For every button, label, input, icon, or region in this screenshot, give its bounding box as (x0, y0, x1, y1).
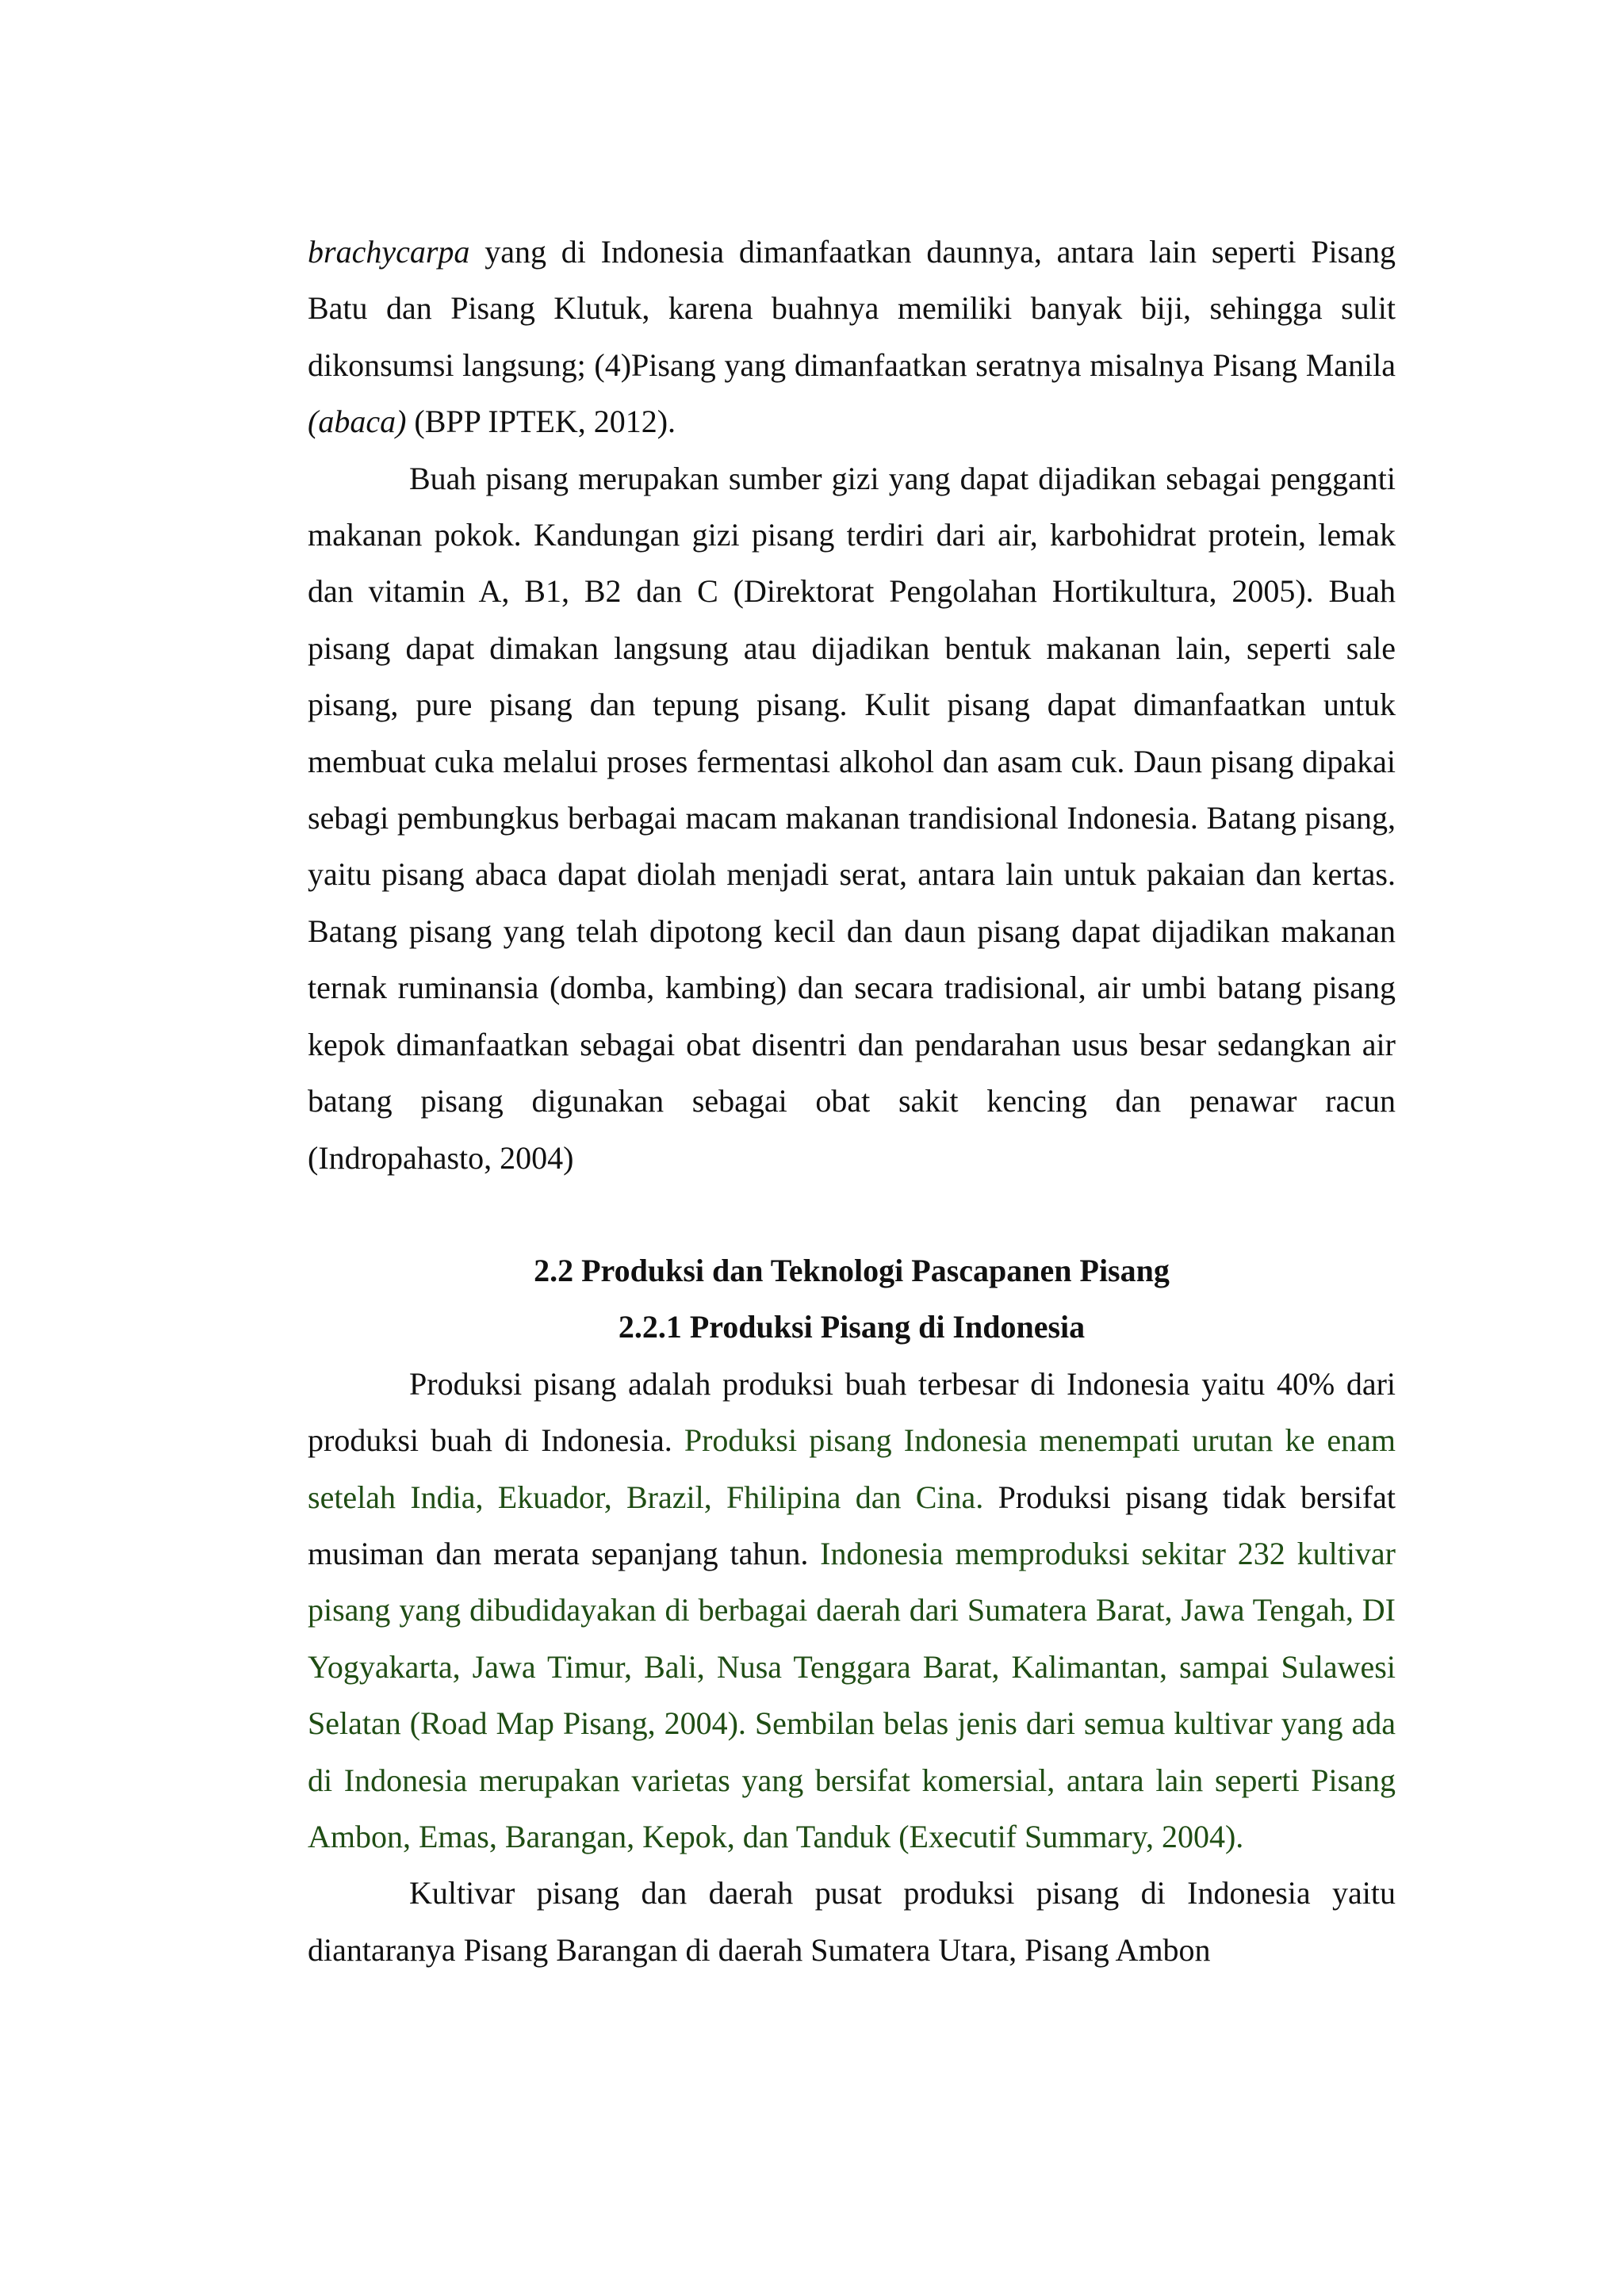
paragraph-text: Produksi pisang adalah produksi buah terbesar di Indonesia yaitu 40% dari produksi buah di Indonesia. (308, 1365, 1396, 1459)
paragraph-produksi-pisang (308, 1356, 1396, 1866)
highlighted-text: Produksi pisang Indonesia menempati urutan ke enam setelah India, Ekuador, Brazil, Fhilipina dan Cina. (308, 1422, 1396, 1515)
section-heading: 2.2 Produksi dan Teknologi Pascapanen Pisang (534, 1252, 1170, 1288)
subsection-heading: 2.2.1 Produksi Pisang di Indonesia (618, 1309, 1086, 1345)
italic-abaca: (abaca) (308, 404, 407, 440)
paragraph-text: yang di Indonesia dimanfaatkan daunnya, antara lain seperti Pisang Batu dan Pisang Klutuk, karena buahnya memiliki banyak biji, sehingga sulit dikonsumsi langsung; (4)Pisang yang dimanfaatkan seratnya misalnya Pisang Manila (308, 234, 1396, 383)
paragraph-text: (BPP IPTEK, 2012). (406, 404, 676, 440)
paragraph-continued-brachycarpa (308, 224, 1396, 450)
paragraph-text: Produksi pisang tidak bersifat musiman dan merata sepanjang tahun. (308, 1479, 1396, 1571)
highlighted-text: Indonesia memproduksi sekitar 232 kultivar pisang yang dibudidayakan di berbagai daerah dari Sumatera Barat, Jawa Tengah, DI Yogyakarta, Jawa Timur, Bali, Nusa Tenggara Barat, Kalimantan, sampai Sulawesi Selatan (Road Map Pisang, 2004). Sembilan belas jenis dari semua kultivar yang ada di Indonesia merupakan varietas yang bersifat komersial, antara lain seperti Pisang Ambon, Emas, Barangan, Kepok, dan Tanduk (Executif Summary, 2004). (308, 1535, 1396, 1854)
paragraph-kultivar-pisang: Kultivar pisang dan daerah pusat produksi pisang di Indonesia yaitu diantaranya Pisang Barangan di daerah Sumatera Utara, Pisang Ambon (308, 1875, 1396, 1968)
page-body (308, 224, 1396, 1978)
italic-brachycarpa: brachycarpa (308, 234, 470, 270)
paragraph-buah-pisang: Buah pisang merupakan sumber gizi yang dapat dijadikan sebagai pengganti makanan pokok. Kandungan gizi pisang terdiri dari air, karbohidrat protein, lemak dan vitamin A, B1, B2 dan C (Direktorat Pengolahan Hortikultura, 2005). Buah pisang dapat dimakan langsung atau dijadikan bentuk makanan lain, seperti sale pisang, pure pisang dan tepung pisang. Kulit pisang dapat dimanfaatkan untuk membuat cuka melalui proses fermentasi alkohol dan asam cuk. Daun pisang dipakai sebagi pembungkus berbagai macam makanan trandisional Indonesia. Batang pisang, yaitu pisang abaca dapat diolah menjadi serat, antara lain untuk pakaian dan kertas. Batang pisang yang telah dipotong kecil dan daun pisang dapat dijadikan makanan ternak ruminansia (domba, kambing) dan secara tradisional, air umbi batang pisang kepok dimanfaatkan sebagai obat disentri dan pendarahan usus besar sedangkan air batang pisang digunakan sebagai obat sakit kencing dan penawar racun (Indropahasto, 2004) (308, 460, 1396, 1176)
